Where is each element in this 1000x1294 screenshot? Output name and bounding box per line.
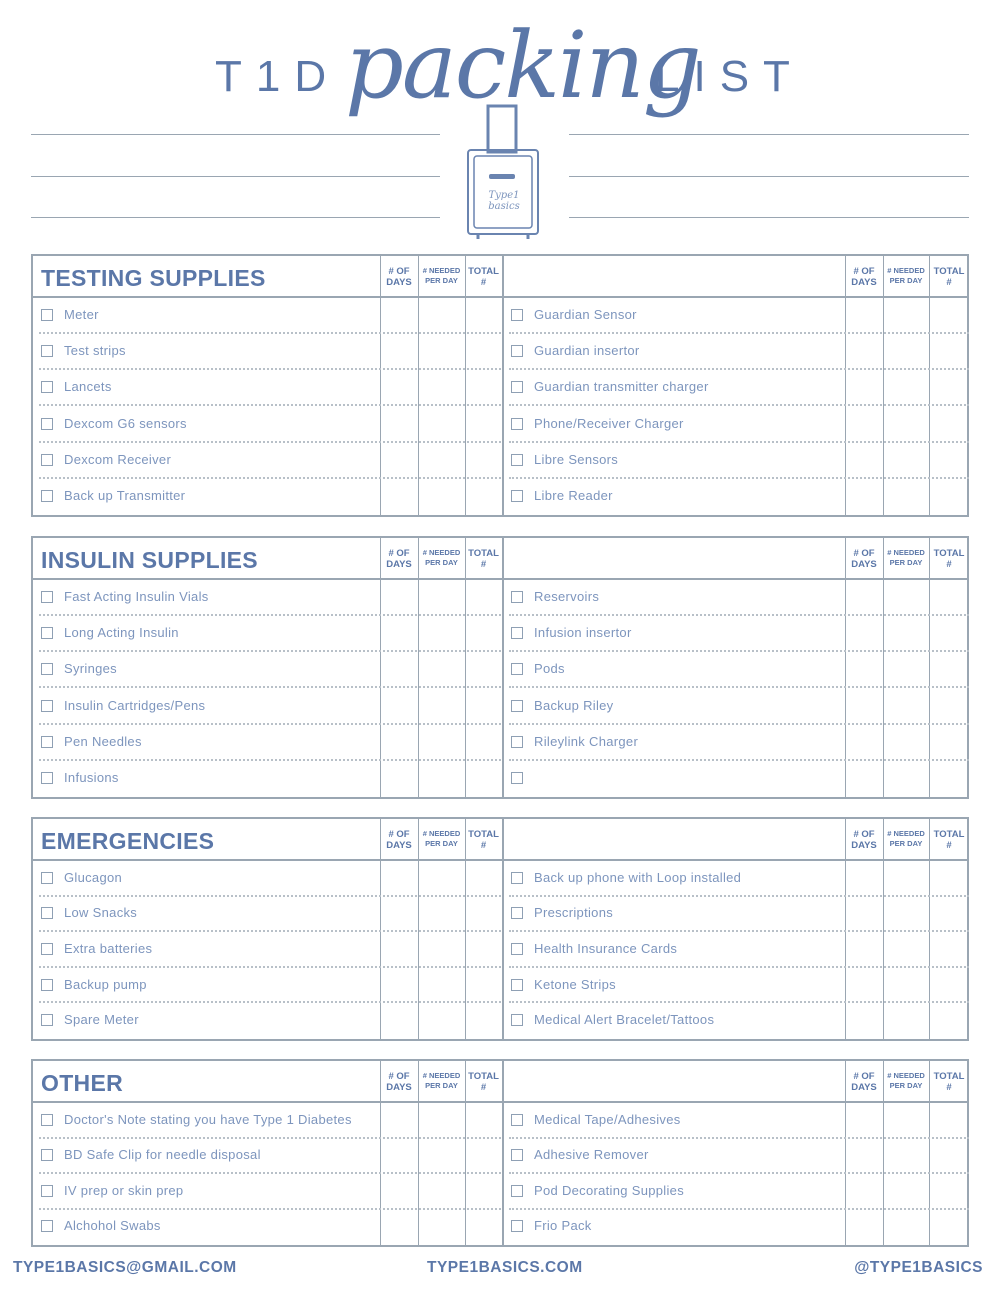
- checklist-row: [503, 616, 969, 652]
- checklist-row: [503, 897, 969, 933]
- checkbox[interactable]: [41, 1220, 53, 1232]
- footer-handle[interactable]: @TYPE1BASICS: [854, 1259, 983, 1276]
- section-header: [33, 256, 967, 298]
- checklist-row: [503, 334, 969, 370]
- checklist-row: [503, 652, 969, 688]
- column-header-line: #: [480, 277, 487, 288]
- checklist-row: [503, 443, 969, 479]
- item-label: Low Snacks: [64, 905, 138, 921]
- checklist-row: [33, 370, 501, 406]
- section-title: TESTING SUPPLIES: [41, 265, 266, 291]
- checkbox[interactable]: [511, 1014, 523, 1026]
- checklist-row: [33, 1174, 501, 1210]
- checkbox[interactable]: [511, 418, 523, 430]
- column-header-line: # OF: [388, 829, 410, 840]
- item-label: Prescriptions: [534, 905, 614, 921]
- checklist-row: [503, 725, 969, 761]
- title-t1d: T1D: [215, 52, 341, 101]
- column-header-line: # NEEDED: [422, 1071, 461, 1080]
- column-header-line: PER DAY: [425, 1081, 458, 1090]
- checkbox[interactable]: [41, 663, 53, 675]
- column-header-total: [465, 829, 502, 851]
- column-header-line: DAYS: [851, 277, 877, 288]
- item-label: Infusions: [64, 769, 119, 785]
- section-testing-supplies: [31, 254, 969, 517]
- column-header-needed: [418, 548, 465, 568]
- item-label: Health Insurance Cards: [534, 940, 678, 956]
- column-header-line: DAYS: [386, 559, 412, 570]
- item-label: Guardian insertor: [534, 343, 640, 359]
- checkbox[interactable]: [511, 1185, 523, 1197]
- footer-email[interactable]: TYPE1BASICS@GMAIL.COM: [13, 1259, 237, 1276]
- title-list: LIST: [655, 52, 804, 101]
- name-line[interactable]: [569, 134, 969, 135]
- item-label: Spare Meter: [64, 1012, 139, 1028]
- column-header-line: # NEEDED: [887, 266, 925, 275]
- column-header-line: TOTAL: [468, 829, 499, 840]
- column-header-line: PER DAY: [889, 1081, 923, 1090]
- checkbox[interactable]: [511, 381, 523, 393]
- checklist-row: [33, 298, 501, 334]
- checkbox[interactable]: [511, 345, 523, 357]
- checklist-row: [33, 1103, 501, 1139]
- column-header-total: [465, 1071, 502, 1093]
- column-header-line: TOTAL: [468, 266, 499, 277]
- item-label: Long Acting Insulin: [64, 625, 179, 641]
- column-header-line: TOTAL: [468, 1071, 499, 1082]
- item-label: Pod Decorating Supplies: [534, 1182, 684, 1198]
- column-header-total: [465, 266, 502, 288]
- column-header-line: TOTAL: [933, 548, 965, 559]
- checklist-row: [33, 652, 501, 688]
- checkbox[interactable]: [511, 943, 523, 955]
- name-line[interactable]: [31, 217, 440, 218]
- item-label: Pods: [534, 661, 565, 677]
- item-label: Medical Tape/Adhesives: [534, 1111, 681, 1127]
- column-header-line: PER DAY: [425, 558, 458, 567]
- checklist-row: [33, 689, 501, 725]
- item-label: Extra batteries: [64, 940, 153, 956]
- section-other: [31, 1059, 969, 1247]
- item-label: Backup pump: [64, 976, 147, 992]
- column-header-days: [380, 1071, 418, 1093]
- checklist-row: [503, 968, 969, 1004]
- column-header-line: # NEEDED: [887, 1071, 925, 1080]
- checkbox[interactable]: [511, 736, 523, 748]
- checklist-row: [503, 1003, 969, 1039]
- checkbox[interactable]: [41, 943, 53, 955]
- item-label: Doctor's Note stating you have Type 1 Diabetes: [64, 1111, 352, 1127]
- column-header-needed: [883, 1071, 929, 1091]
- column-header-line: PER DAY: [889, 558, 923, 567]
- checklist-row: [503, 298, 969, 334]
- column-header-line: #: [946, 559, 952, 570]
- column-header-total: [465, 548, 502, 570]
- checkbox[interactable]: [511, 627, 523, 639]
- checklist-row: [33, 616, 501, 652]
- checklist-row: [503, 370, 969, 406]
- item-label: Reservoirs: [534, 589, 600, 605]
- column-header-days: [380, 266, 418, 288]
- item-label: Syringes: [64, 661, 117, 677]
- item-label: Meter: [64, 307, 99, 323]
- checklist-row: [33, 407, 501, 443]
- checklist-row: [33, 861, 501, 897]
- checklist-row: [503, 932, 969, 968]
- column-header-line: # OF: [853, 266, 875, 277]
- column-header-needed: [883, 266, 929, 286]
- section-title: INSULIN SUPPLIES: [41, 547, 258, 573]
- checklist-row: [33, 479, 501, 515]
- name-line[interactable]: [569, 217, 969, 218]
- checkbox[interactable]: [41, 1149, 53, 1161]
- item-label: Rileylink Charger: [534, 733, 639, 749]
- checklist-row: [33, 1210, 501, 1246]
- checklist-row: [503, 861, 969, 897]
- column-header-line: PER DAY: [889, 839, 923, 848]
- checklist-row: [503, 761, 969, 797]
- column-header-line: PER DAY: [425, 276, 458, 285]
- column-header-line: #: [946, 277, 952, 288]
- column-header-line: TOTAL: [933, 829, 965, 840]
- column-header-total: [929, 266, 969, 288]
- checkbox[interactable]: [41, 736, 53, 748]
- section-header: [33, 819, 967, 861]
- checkbox[interactable]: [41, 381, 53, 393]
- item-label: Phone/Receiver Charger: [534, 415, 684, 431]
- checklist-row: [33, 761, 501, 797]
- column-header-days: [845, 829, 883, 851]
- column-header-days: [380, 829, 418, 851]
- checkbox[interactable]: [41, 418, 53, 430]
- item-label: Test strips: [64, 343, 126, 359]
- column-header-line: # NEEDED: [422, 548, 461, 557]
- column-header-line: # NEEDED: [887, 829, 925, 838]
- checkbox[interactable]: [511, 309, 523, 321]
- checkbox[interactable]: [41, 907, 53, 919]
- column-header-line: # OF: [388, 548, 410, 559]
- column-header-days: [845, 548, 883, 570]
- checklist-row: [503, 407, 969, 443]
- checklist-row: [33, 1003, 501, 1039]
- checkbox[interactable]: [41, 309, 53, 321]
- section-insulin-supplies: [31, 536, 969, 799]
- item-label: Infusion insertor: [534, 625, 632, 641]
- checkbox[interactable]: [511, 490, 523, 502]
- item-label: Alchohol Swabs: [64, 1218, 161, 1234]
- item-label: Adhesive Remover: [534, 1147, 649, 1163]
- checkbox[interactable]: [41, 700, 53, 712]
- column-header-line: # NEEDED: [422, 266, 461, 275]
- column-header-line: # OF: [388, 1071, 410, 1082]
- checkbox[interactable]: [41, 872, 53, 884]
- column-header-total: [929, 829, 969, 851]
- item-label: Glucagon: [64, 869, 123, 885]
- column-header-days: [845, 1071, 883, 1093]
- section-header: [33, 1061, 967, 1103]
- item-label: Insulin Cartridges/Pens: [64, 697, 206, 713]
- column-header-line: DAYS: [851, 840, 877, 851]
- column-header-total: [929, 1071, 969, 1093]
- checkbox[interactable]: [511, 591, 523, 603]
- column-header-line: # OF: [388, 266, 410, 277]
- checklist-row: [503, 1210, 969, 1246]
- checkbox[interactable]: [41, 627, 53, 639]
- item-label: Backup Riley: [534, 697, 614, 713]
- name-line[interactable]: [31, 176, 440, 177]
- checkbox[interactable]: [511, 872, 523, 884]
- section-emergencies: [31, 817, 969, 1041]
- checkbox[interactable]: [511, 907, 523, 919]
- column-header-days: [845, 266, 883, 288]
- checkbox[interactable]: [511, 1114, 523, 1126]
- checkbox[interactable]: [511, 700, 523, 712]
- item-label: Fast Acting Insulin Vials: [64, 589, 209, 605]
- title-script-packing: packing: [345, 12, 700, 119]
- checkbox[interactable]: [511, 1149, 523, 1161]
- item-label: Dexcom G6 sensors: [64, 415, 187, 431]
- column-header-line: TOTAL: [933, 266, 965, 277]
- item-label: Pen Needles: [64, 733, 142, 749]
- column-header-line: #: [946, 840, 952, 851]
- checklist-row: [33, 968, 501, 1004]
- section-header: [33, 538, 967, 580]
- item-label: Libre Reader: [534, 487, 613, 503]
- item-label: Medical Alert Bracelet/Tattoos: [534, 1012, 715, 1028]
- checkbox[interactable]: [41, 772, 53, 784]
- column-header-line: DAYS: [386, 840, 412, 851]
- checkbox[interactable]: [511, 979, 523, 991]
- name-line[interactable]: [31, 134, 440, 135]
- column-header-line: #: [480, 559, 487, 570]
- item-label: Back up Transmitter: [64, 487, 186, 503]
- column-header-line: DAYS: [851, 559, 877, 570]
- item-label: Ketone Strips: [534, 976, 616, 992]
- checkbox[interactable]: [511, 1220, 523, 1232]
- checklist-row: [33, 932, 501, 968]
- checklist-row: [33, 580, 501, 616]
- column-header-line: # NEEDED: [422, 829, 461, 838]
- column-header-days: [380, 548, 418, 570]
- column-header-line: #: [946, 1082, 952, 1093]
- checklist-row: [503, 580, 969, 616]
- column-header-line: #: [480, 1082, 487, 1093]
- footer-website[interactable]: TYPE1BASICS.COM: [427, 1259, 583, 1276]
- column-header-line: TOTAL: [468, 548, 499, 559]
- item-label: IV prep or skin prep: [64, 1182, 184, 1198]
- checkbox[interactable]: [41, 591, 53, 603]
- checkbox[interactable]: [511, 454, 523, 466]
- checklist-row: [503, 1139, 969, 1175]
- column-header-line: # OF: [853, 829, 875, 840]
- checkbox[interactable]: [41, 490, 53, 502]
- column-header-line: #: [480, 840, 487, 851]
- column-header-line: DAYS: [386, 1082, 412, 1093]
- column-header-total: [929, 548, 969, 570]
- column-header-line: # OF: [853, 548, 875, 559]
- column-header-line: DAYS: [386, 277, 412, 288]
- item-label: Dexcom Receiver: [64, 451, 172, 467]
- column-header-line: # NEEDED: [887, 548, 925, 557]
- checkbox[interactable]: [511, 663, 523, 675]
- checklist-row: [33, 1139, 501, 1175]
- checklist-row: [503, 689, 969, 725]
- logo-text: Type1 basics: [488, 190, 520, 212]
- column-header-line: # OF: [853, 1071, 875, 1082]
- checklist-row: [33, 725, 501, 761]
- column-header-needed: [418, 1071, 465, 1091]
- checkbox[interactable]: [41, 1114, 53, 1126]
- column-header-needed: [883, 829, 929, 849]
- section-title: OTHER: [41, 1070, 123, 1096]
- item-label: Back up phone with Loop installed: [534, 869, 742, 885]
- item-label: Guardian Sensor: [534, 307, 637, 323]
- checkbox[interactable]: [41, 1014, 53, 1026]
- checklist-row: [33, 897, 501, 933]
- column-header-line: TOTAL: [933, 1071, 965, 1082]
- section-title: EMERGENCIES: [41, 828, 215, 854]
- item-label: Lancets: [64, 379, 112, 395]
- item-label: Frio Pack: [534, 1218, 592, 1234]
- checklist-row: [33, 334, 501, 370]
- column-header-line: PER DAY: [425, 839, 458, 848]
- checklist-row: [503, 479, 969, 515]
- checklist-row: [503, 1174, 969, 1210]
- item-label: BD Safe Clip for needle disposal: [64, 1147, 261, 1163]
- checkbox[interactable]: [41, 345, 53, 357]
- column-header-needed: [883, 548, 929, 568]
- checkbox[interactable]: [511, 772, 523, 784]
- suitcase-icon: [466, 104, 540, 240]
- checkbox[interactable]: [41, 979, 53, 991]
- checklist-row: [33, 443, 501, 479]
- column-header-needed: [418, 829, 465, 849]
- item-label: Guardian transmitter charger: [534, 379, 709, 395]
- name-line[interactable]: [569, 176, 969, 177]
- item-label: Libre Sensors: [534, 451, 619, 467]
- checkbox[interactable]: [41, 1185, 53, 1197]
- column-header-needed: [418, 266, 465, 286]
- column-header-line: PER DAY: [889, 276, 923, 285]
- checklist-row: [503, 1103, 969, 1139]
- checkbox[interactable]: [41, 454, 53, 466]
- column-header-line: DAYS: [851, 1082, 877, 1093]
